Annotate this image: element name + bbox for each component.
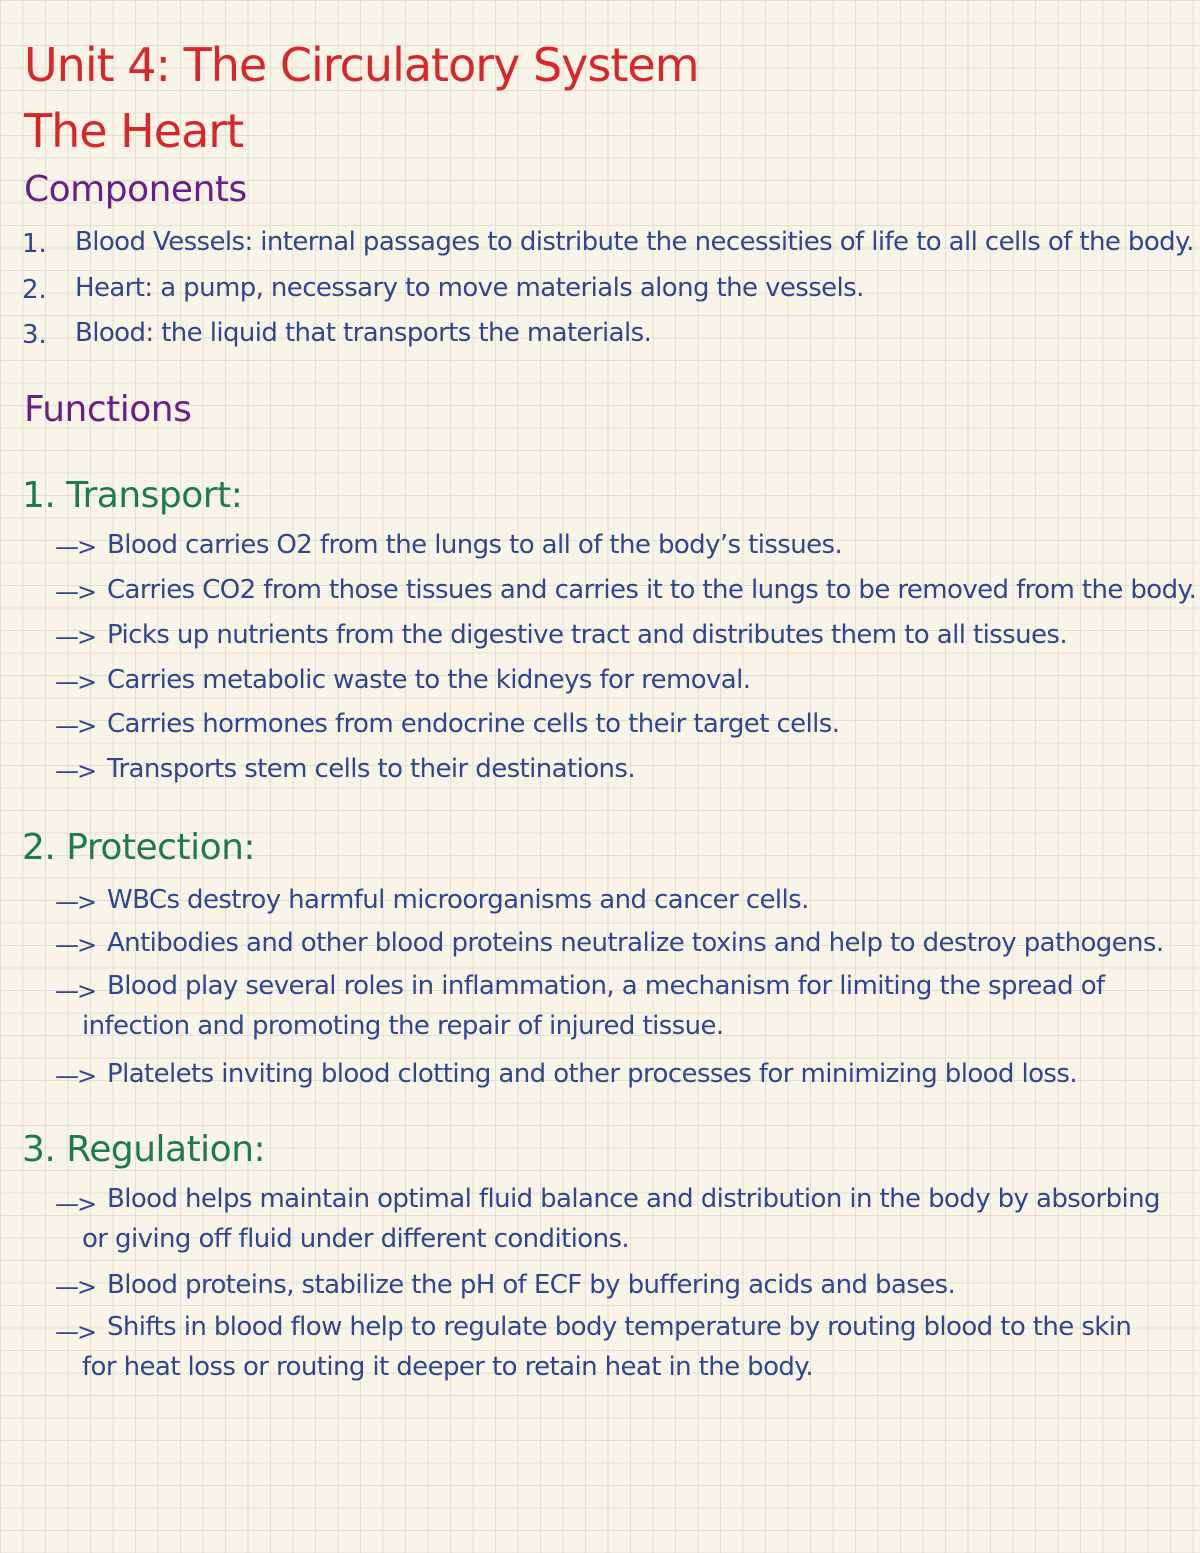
- transport-point: Carries hormones from endocrine cells to their target cells.: [107, 709, 840, 739]
- unit-title: Unit 4: The Circulatory System: [24, 38, 699, 92]
- arrow-bullet: —>: [55, 533, 96, 561]
- functions-heading: Functions: [24, 389, 192, 430]
- regulation-point: Blood helps maintain optimal fluid balance and distribution in the body by absorbing or giving off fluid under different conditions.: [82, 1184, 1160, 1254]
- protection-point: WBCs destroy harmful microorganisms and cancer cells.: [107, 885, 809, 915]
- arrow-bullet: —>: [55, 668, 96, 696]
- transport-point: Blood carries O2 from the lungs to all of the body’s tissues.: [107, 530, 843, 560]
- transport-point: Carries metabolic waste to the kidneys for removal.: [107, 665, 751, 695]
- component-item: Blood: the liquid that transports the materials.: [75, 318, 652, 348]
- arrow-bullet: —>: [55, 977, 96, 1005]
- transport-point: Carries CO2 from those tissues and carries it to the lungs to be removed from the body.: [107, 575, 1197, 605]
- arrow-bullet: —>: [55, 1062, 96, 1090]
- components-heading: Components: [24, 169, 247, 210]
- protection-heading: 2. Protection:: [22, 827, 256, 868]
- protection-point: Platelets inviting blood clotting and other processes for minimizing blood loss.: [107, 1059, 1077, 1089]
- topic-title: The Heart: [24, 104, 244, 158]
- protection-point: Blood play several roles in inflammation, a mechanism for limiting the spread of infection and promoting the repair of injured tissue.: [82, 971, 1105, 1041]
- arrow-bullet: —>: [55, 931, 96, 959]
- transport-point: Picks up nutrients from the digestive tract and distributes them to all tissues.: [107, 620, 1068, 650]
- arrow-bullet: —>: [55, 1190, 96, 1218]
- transport-heading: 1. Transport:: [22, 475, 243, 516]
- protection-point: Antibodies and other blood proteins neutralize toxins and help to destroy pathogens.: [107, 928, 1164, 958]
- transport-point: Transports stem cells to their destinations.: [107, 754, 635, 784]
- arrow-bullet: —>: [55, 757, 96, 785]
- regulation-heading: 3. Regulation:: [22, 1129, 266, 1170]
- component-number: 3.: [22, 320, 47, 350]
- arrow-bullet: —>: [55, 888, 96, 916]
- component-number: 1.: [22, 229, 47, 259]
- component-item: Blood Vessels: internal passages to distribute the necessities of life to all cells of the body.: [75, 227, 1194, 257]
- arrow-bullet: —>: [55, 578, 96, 606]
- regulation-point: Blood proteins, stabilize the pH of ECF by buffering acids and bases.: [107, 1270, 956, 1300]
- arrow-bullet: —>: [55, 623, 96, 651]
- arrow-bullet: —>: [55, 1318, 96, 1346]
- regulation-point: Shifts in blood flow help to regulate body temperature by routing blood to the skin for heat loss or routing it deeper to retain heat in the body.: [82, 1312, 1132, 1382]
- arrow-bullet: —>: [55, 1273, 96, 1301]
- arrow-bullet: —>: [55, 712, 96, 740]
- component-number: 2.: [22, 275, 47, 305]
- component-item: Heart: a pump, necessary to move materials along the vessels.: [75, 273, 864, 303]
